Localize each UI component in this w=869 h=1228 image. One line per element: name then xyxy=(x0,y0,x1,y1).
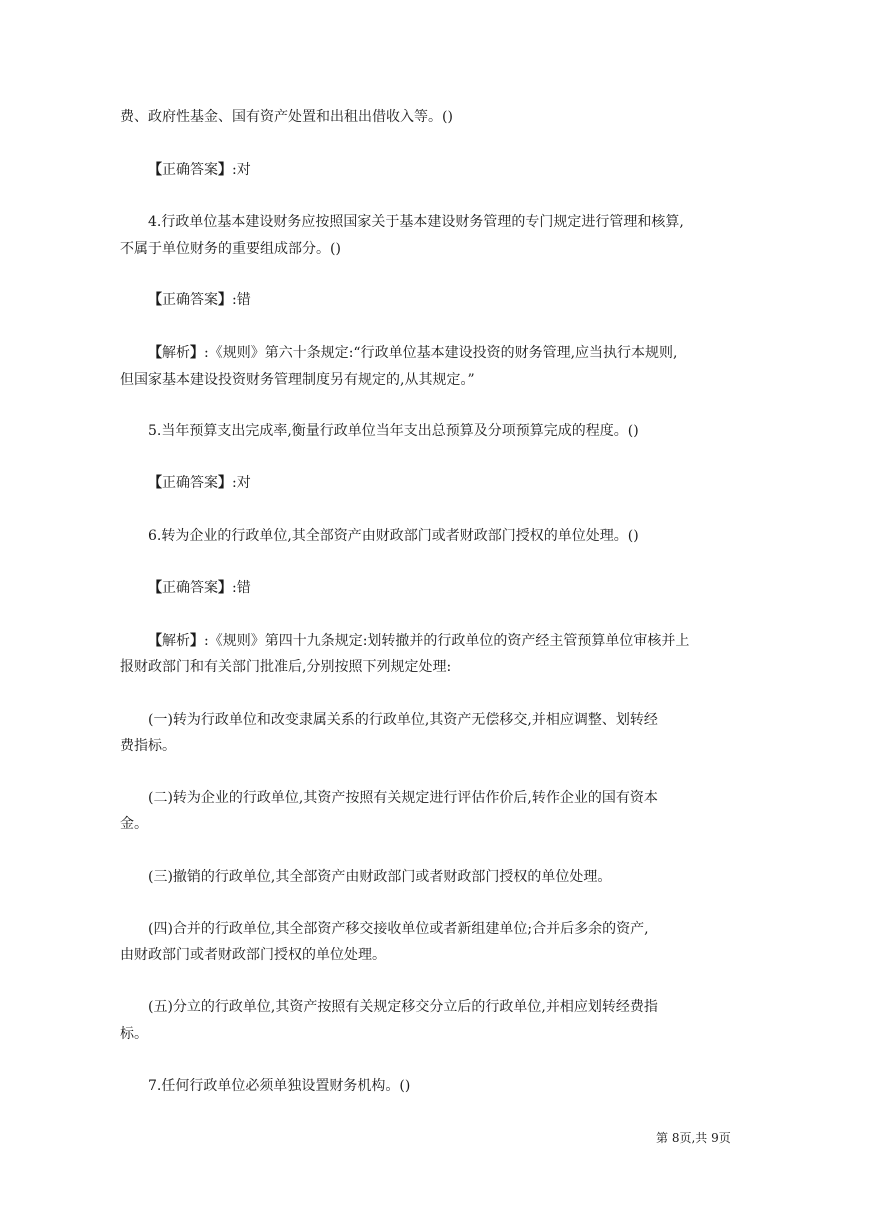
answer-value: :错 xyxy=(232,580,251,596)
answer-label: 正确答案 xyxy=(162,580,218,596)
list-item-line: 费指标。 xyxy=(120,738,176,754)
explanation-label: 解析 xyxy=(162,345,190,361)
list-item-line: (二)转为企业的行政单位,其资产按照有关规定进行评估作价后,转作企业的国有资本 xyxy=(148,790,658,806)
bracket-close: 】 xyxy=(190,345,204,361)
bracket-open: 【 xyxy=(148,633,162,649)
bracket-open: 【 xyxy=(148,475,162,491)
explanation-text: :《规则》第六十条规定:“行政单位基本建设投资的财务管理,应当执行本规则, xyxy=(204,345,678,361)
answer-label: 正确答案 xyxy=(162,292,218,308)
answer-value: :对 xyxy=(232,475,251,491)
list-item-line: (三)撤销的行政单位,其全部资产由财政部门或者财政部门授权的单位处理。 xyxy=(148,869,612,885)
question-line: 5.当年预算支出完成率,衡量行政单位当年支出总预算及分项预算完成的程度。() xyxy=(148,423,639,439)
list-item-line: (五)分立的行政单位,其资产按照有关规定移交分立后的行政单位,并相应划转经费指 xyxy=(148,999,658,1015)
question-line: 不属于单位财务的重要组成部分。() xyxy=(120,241,341,257)
answer-value: :错 xyxy=(232,292,251,308)
explanation-line xyxy=(148,343,678,363)
bracket-open: 【 xyxy=(148,162,162,178)
list-item-line: 标。 xyxy=(120,1026,148,1042)
answer-label: 正确答案 xyxy=(162,162,218,178)
question-line: 4.行政单位基本建设财务应按照国家关于基本建设财务管理的专门规定进行管理和核算, xyxy=(148,214,684,230)
bracket-open: 【 xyxy=(148,345,162,361)
explanation-text: :《规则》第四十九条规定:划转撤并的行政单位的资产经主管预算单位审核并上 xyxy=(204,633,690,649)
bracket-close: 】 xyxy=(190,633,204,649)
bracket-close: 】 xyxy=(218,162,232,178)
list-item-line: 金。 xyxy=(120,816,148,832)
explanation-label: 解析 xyxy=(162,633,190,649)
bracket-close: 】 xyxy=(218,580,232,596)
bracket-open: 【 xyxy=(148,580,162,596)
question-line: 6.转为企业的行政单位,其全部资产由财政部门或者财政部门授权的单位处理。() xyxy=(148,528,639,544)
answer-value: :对 xyxy=(232,162,251,178)
list-item-line: 由财政部门或者财政部门授权的单位处理。 xyxy=(120,947,386,963)
answer-line xyxy=(148,473,251,493)
list-item-line: (四)合并的行政单位,其全部资产移交接收单位或者新组建单位;合并后多余的资产, xyxy=(148,921,649,937)
text-line: 费、政府性基金、国有资产处置和出租出借收入等。() xyxy=(120,109,453,125)
explanation-line: 但国家基本建设投资财务管理制度另有规定的,从其规定。” xyxy=(120,372,475,388)
page-number: 第 8页,共 9页 xyxy=(656,1131,731,1145)
explanation-line xyxy=(148,631,689,651)
answer-line xyxy=(148,290,251,310)
answer-label: 正确答案 xyxy=(162,475,218,491)
answer-line xyxy=(148,160,251,180)
answer-line xyxy=(148,578,251,598)
bracket-close: 】 xyxy=(218,292,232,308)
list-item-line: (一)转为行政单位和改变隶属关系的行政单位,其资产无偿移交,并相应调整、划转经 xyxy=(148,712,658,728)
question-line: 7.任何行政单位必须单独设置财务机构。() xyxy=(148,1078,411,1094)
bracket-close: 】 xyxy=(218,475,232,491)
explanation-line: 报财政部门和有关部门批准后,分别按照下列规定处理: xyxy=(120,659,452,675)
bracket-open: 【 xyxy=(148,292,162,308)
